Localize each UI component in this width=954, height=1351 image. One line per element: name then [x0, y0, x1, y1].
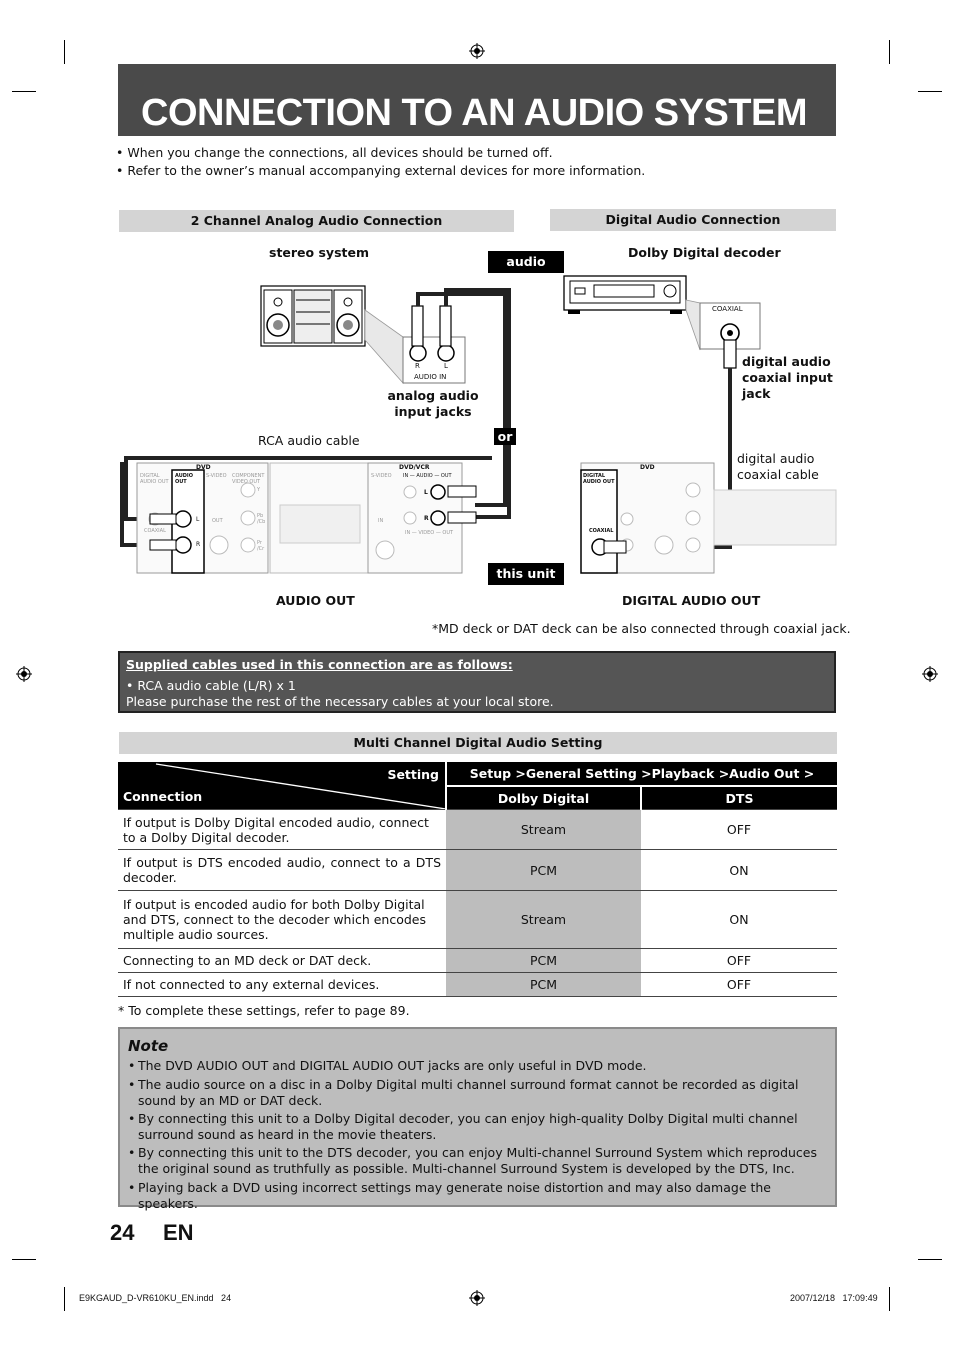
connection-cell: If output is Dolby Digital encoded audio, connect to a Dolby Digital decoder. [118, 810, 446, 850]
supplied-cables-box [118, 651, 836, 713]
digital-footnote: *MD deck or DAT deck can be also connected through coaxial jack. [432, 621, 851, 636]
dolby-digital-decoder-icon [564, 276, 686, 314]
component-small: COMPONENT VIDEO OUT [232, 473, 265, 485]
coaxial-panel-label: COAXIAL [712, 305, 743, 313]
y-small: Y [257, 487, 261, 493]
registration-mark-icon [469, 1290, 485, 1306]
rca-cable-label: RCA audio cable [258, 433, 360, 448]
out-small: OUT [212, 518, 223, 524]
footer-file: E9KGAUD_D-VR610KU_EN.indd 24 [79, 1293, 232, 1303]
dvd-label: DVD [196, 464, 211, 471]
crop-mark [889, 1287, 890, 1311]
audio-out-r: R [196, 541, 201, 548]
connection-cell: If not connected to any external devices. [118, 973, 446, 997]
dolby-cell: PCM [446, 850, 641, 891]
panel-audio-in-label: AUDIO IN [414, 373, 447, 381]
table-row [118, 949, 837, 973]
connection-cell: If output is DTS encoded audio, connect to a DTS decoder. [118, 850, 446, 891]
dolby-decoder-label: Dolby Digital decoder [628, 245, 781, 260]
pb-small: Pb /Cb [257, 513, 266, 525]
digital-audio-out-small: DIGITAL AUDIO OUT [140, 473, 169, 485]
intro-bullet: • When you change the connections, all devices should be turned off. [116, 145, 553, 160]
table-row [118, 810, 837, 850]
setting-connection-header [118, 762, 446, 810]
settings-footnote: * To complete these settings, refer to page 89. [118, 1003, 410, 1018]
dts-cell: OFF [641, 973, 837, 997]
dolby-cell: PCM [446, 973, 641, 997]
this-unit-tag: this unit [488, 563, 564, 585]
connection-cell: Connecting to an MD deck or DAT deck. [118, 949, 446, 973]
in-video-out-small: IN — VIDEO — OUT [405, 530, 454, 536]
dvd-vcr-l: L [424, 489, 428, 496]
audio-out-small: AUDIO OUT [175, 473, 194, 485]
table-row [118, 973, 837, 997]
s-video-small: S-VIDEO [371, 473, 392, 479]
in-small: IN [378, 518, 384, 524]
audio-out-caption: AUDIO OUT [276, 593, 355, 608]
col-dolby-digital: Dolby Digital [446, 786, 641, 809]
dolby-cell: PCM [446, 949, 641, 973]
intro-bullet: • Refer to the owner’s manual accompanying external devices for more information. [116, 163, 646, 178]
stereo-system-icon [261, 286, 365, 346]
dvd-label-digital: DVD [640, 464, 655, 471]
note-item: • The DVD AUDIO OUT and DIGITAL AUDIO OUT jacks are only useful in DVD mode. [128, 1058, 647, 1073]
analog-jacks-label: analog audio input jacks [387, 388, 479, 419]
coaxial-small-digital: COAXIAL [589, 528, 614, 534]
note-title: Note [128, 1037, 169, 1055]
supplied-line1: • RCA audio cable (L/R) x 1 [126, 678, 296, 693]
crop-mark [918, 1259, 942, 1260]
audio-tag: audio [488, 251, 564, 273]
col-dts: DTS [641, 786, 837, 809]
digital-section-header: Digital Audio Connection [550, 209, 836, 231]
coaxial-small: COAXIAL [144, 528, 166, 534]
connection-label: Connection [123, 789, 203, 804]
multi-channel-header: Multi Channel Digital Audio Setting [119, 732, 837, 754]
crop-mark [12, 1259, 36, 1260]
setting-table [118, 762, 837, 997]
setting-path: Setup >General Setting >Playback >Audio Out > [446, 762, 837, 786]
stereo-system-label: stereo system [269, 245, 369, 260]
page-number: 24 [110, 1220, 135, 1245]
supplied-heading: Supplied cables used in this connection are as follows: [126, 657, 513, 672]
dts-cell: ON [641, 891, 837, 949]
registration-mark-icon [922, 666, 938, 682]
connection-cell: If output is encoded audio for both Dolby Digital and DTS, connect to the decoder which encodes multiple audio sources. [118, 891, 446, 949]
dts-cell: ON [641, 850, 837, 891]
registration-mark-icon [16, 666, 32, 682]
dts-cell: OFF [641, 810, 837, 850]
note-item: • Playing back a DVD using incorrect settings may generate noise distortion and may also damage the speakers. [128, 1180, 771, 1211]
page-title: CONNECTION TO AN AUDIO SYSTEM [141, 92, 808, 134]
setting-label: Setting [387, 767, 439, 782]
digital-cable-label: digital audio coaxial cable [737, 451, 819, 482]
note-item: • By connecting this unit to a Dolby Digital decoder, you can enjoy high-quality Dolby Digital multi channel surround sound as heard in the movie theaters. [128, 1111, 798, 1142]
audio-out-l: L [196, 516, 200, 523]
supplied-line2: Please purchase the rest of the necessary cables at your local store. [126, 694, 554, 709]
table-row [118, 850, 837, 891]
dvd-vcr-rear-panel-icon [270, 463, 476, 573]
dvd-vcr-r: R [424, 515, 429, 522]
digital-audio-out-caption: DIGITAL AUDIO OUT [622, 593, 761, 608]
panel-l-label: L [444, 362, 448, 370]
dvd-vcr-label: DVD/VCR [399, 464, 430, 471]
note-item: • The audio source on a disc in a Dolby Digital multi channel surround format cannot be recorded as digital sound by an MD or DAT deck. [128, 1077, 799, 1108]
panel-r-label: R [415, 362, 420, 370]
note-box [118, 1027, 837, 1211]
connection-diagram [0, 0, 954, 640]
dolby-cell: Stream [446, 810, 641, 850]
digital-jack-label: digital audio coaxial input jack [742, 354, 833, 401]
digital-audio-out-small: DIGITAL AUDIO OUT [583, 473, 615, 485]
analog-section-header: 2 Channel Analog Audio Connection [119, 210, 514, 232]
note-item: • By connecting this unit to the DTS decoder, you can enjoy Multi-channel Surround System which reproduces the original sound as truthfully as possible. Multi-channel Surround System is developed by the DTS, Inc. [128, 1145, 818, 1176]
s-video-small: S-VIDEO [206, 473, 227, 479]
pr-small: Pr /Cr [257, 540, 265, 552]
language-label: EN [163, 1220, 194, 1245]
in-audio-out-small: IN — AUDIO — OUT [403, 473, 452, 479]
or-tag: or [494, 428, 516, 445]
table-row [118, 891, 837, 949]
crop-mark [64, 1287, 65, 1311]
footer-date: 2007/12/18 17:09:49 [790, 1293, 878, 1303]
dts-cell: OFF [641, 949, 837, 973]
dolby-cell: Stream [446, 891, 641, 949]
